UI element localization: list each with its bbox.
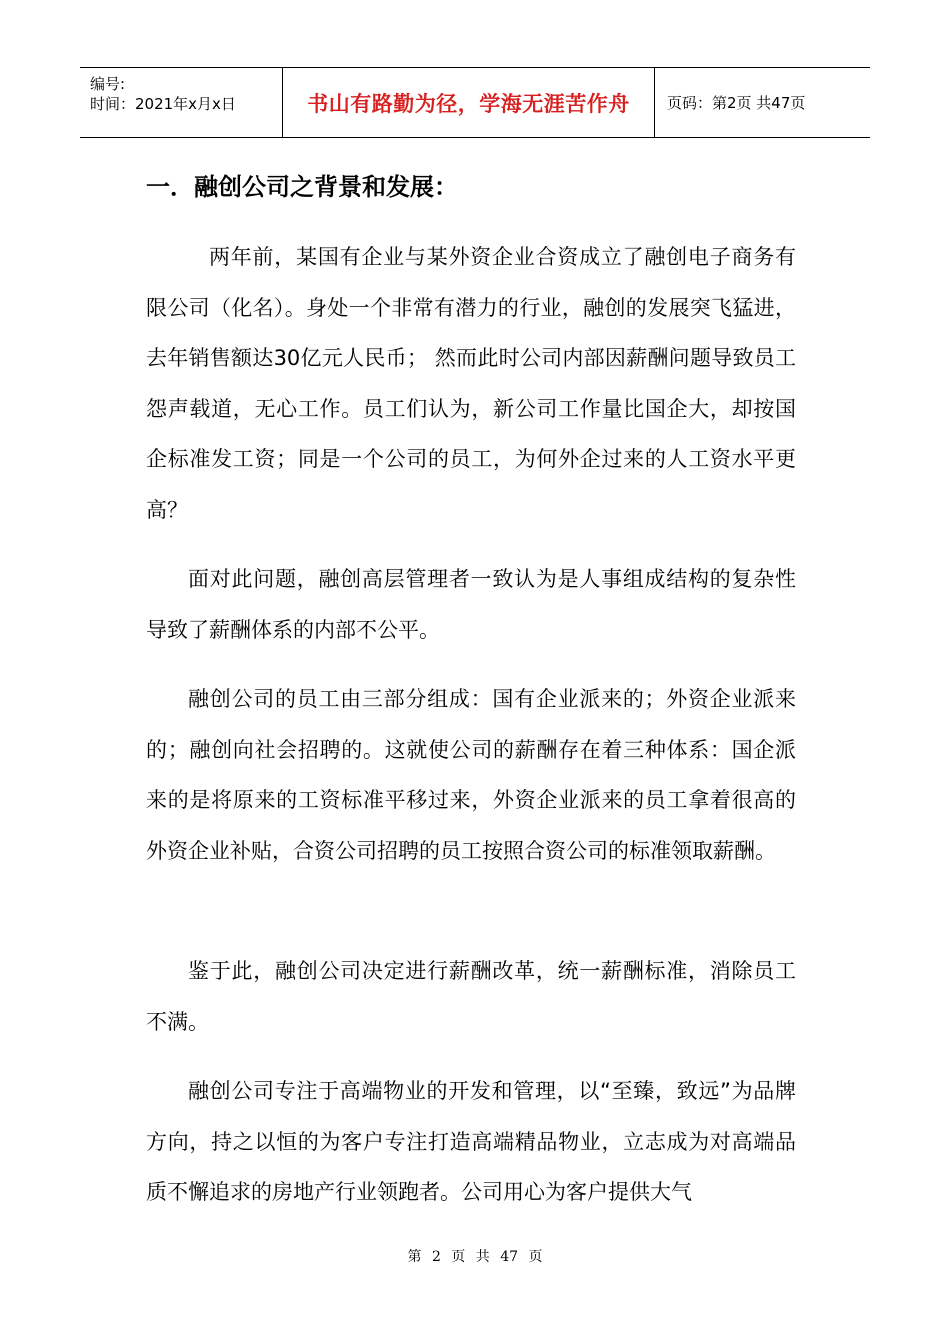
section-heading: 一．融创公司之背景和发展：: [146, 173, 458, 201]
header-meta: [80, 68, 282, 137]
paragraph-reform-decision: 鉴于此，融创公司决定进行薪酬改革，统一薪酬标准，消除员工不满。: [146, 959, 796, 1034]
paragraph-company-focus: 融创公司专注于高端物业的开发和管理，以“至臻，致远”为品牌方向，持之以恒的为客户专注打造高端精品物业，立志成为对高端品质不懈追求的房地产行业领跑者。公司用心为客户提供大气: [146, 1079, 796, 1204]
header-motto-cell: [282, 68, 655, 137]
paragraph-management-view: 面对此问题，融创高层管理者一致认为是人事组成结构的复杂性导致了薪酬体系的内部不公平。: [146, 567, 796, 642]
paragraph-background: 两年前，某国有企业与某外资企业合资成立了融创电子商务有限公司（化名）。身处一个非常有潜力的行业，融创的发展突飞猛进，去年销售额达30亿元人民币； 然而此时公司内部因薪酬问题导致员工怨声载道，无心工作。员工们认为，新公司工作量比国企大，却按国企标准发工资；同是一个公司的员工，为何外企过来的人工资水平更高？: [146, 245, 796, 522]
time-label: 时间：2021年x月x日: [90, 95, 236, 113]
number-label: 编号:: [90, 75, 126, 93]
paragraph-staff-composition: 融创公司的员工由三部分组成：国有企业派来的；外资企业派来的；融创向社会招聘的。这就使公司的薪酬存在着三种体系：国企派来的是将原来的工资标准平移过来，外资企业派来的员工拿着很高的外资企业补贴，合资公司招聘的员工按照合资公司的标准领取薪酬。: [146, 687, 796, 863]
header-motto: 书山有路勤为径，学海无涯苦作舟: [307, 91, 630, 116]
page-footer: 第 2 页 共 47 页: [407, 1249, 543, 1265]
header-page-code: 页码：第2页 共47页: [667, 94, 806, 112]
page-header: [80, 67, 870, 138]
header-page-code-cell: [655, 68, 870, 137]
